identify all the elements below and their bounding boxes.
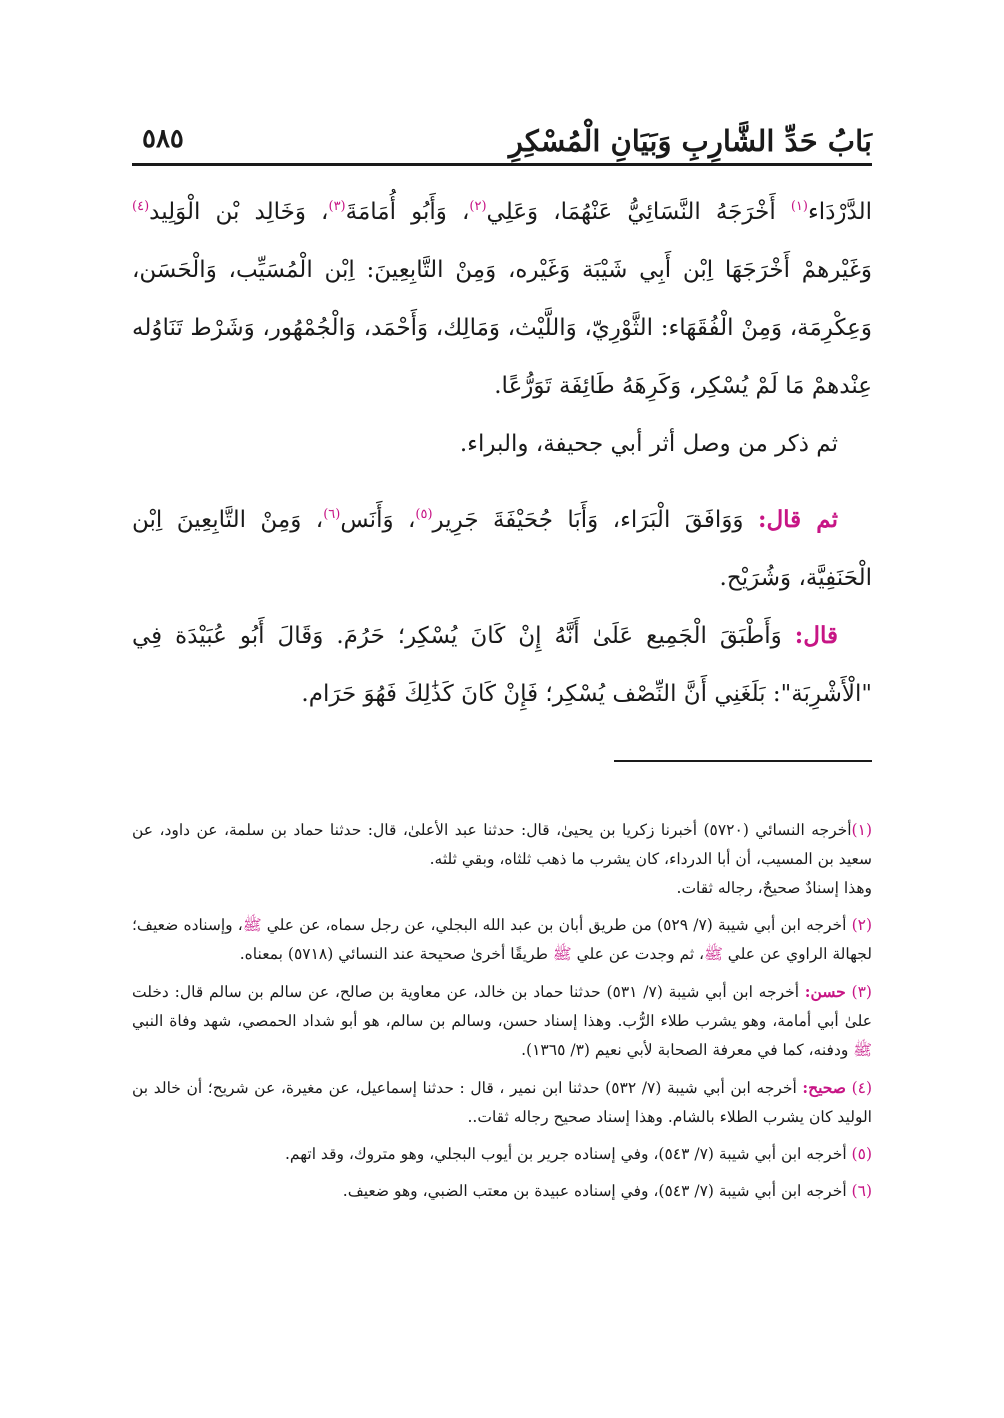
main-text [132, 183, 872, 723]
text-run: الدَّرْدَاء [807, 199, 873, 225]
footnote-number: (١) [851, 821, 872, 839]
paragraph-1 [132, 183, 872, 415]
footnote-1 [132, 816, 872, 903]
footnote-text: طريقًا أخرىٰ صحيحة عند النسائي (٥٧١٨) بمعناه. [239, 945, 553, 963]
footnote-text: ودفنه، كما في معرفة الصحابة لأبي نعيم (٣/ ١٣٦٥). [521, 1041, 854, 1059]
footnote-text: أخرجه ابن أبي شيبة (٧/ ٥٤٣)، وفي إسناده جرير بن أيوب البجلي، وهو متروك، وقد اتهم. [285, 1145, 852, 1163]
text-run: ، وَأَبُو أُمَامَةَ [345, 199, 470, 225]
footnote-2 [132, 911, 872, 969]
footnote-ref-2[interactable]: (٢) [469, 199, 487, 214]
text-run: ، وَخَالِد بْن الْوَلِيد [149, 199, 329, 225]
footnote-text: أخرجه ابن أبي شيبة (٧/ ٥٣٢) حدثنا ابن نمير ، قال : حدثنا إسماعيل، عن مغيرة، عن شريح؛ أن خالد بن الوليد كان يشرب الطلاء بالشام. وهذا إسناد صحيح رجاله ثقات.. [132, 1079, 872, 1126]
paragraph-2: ثم ذكر من وصل أثر أبي جحيفة، والبراء. [459, 431, 838, 457]
footnote-text: ، ثم وجدت عن علي [571, 945, 705, 963]
text-run: أَخْرَجَهُ النَّسَائِيُّ عَنْهُمَا، وَعَلِي [486, 199, 791, 225]
chapter-title: بَابُ حَدِّ الشَّارِبِ وَبَيَانِ الْمُسْكِرِ [508, 124, 872, 158]
footnote-number: (٣) [851, 983, 872, 1001]
page-header [132, 118, 872, 166]
footnote-text: وهذا إسنادٌ صحيحٌ، رجاله ثقات. [676, 879, 872, 897]
footnote-number: (٢) [851, 916, 873, 934]
footnote-text: أخرجه ابن أبي شيبة (٧/ ٥٤٣)، وفي إسناده عبيدة بن معتب الضبي، وهو ضعيف. [342, 1182, 852, 1200]
speaker-label: ثم قال: [757, 506, 838, 533]
footnote-text: ، وإسناده ضعيف؛ لجهالة الراوي عن علي [132, 916, 872, 963]
text-run: وَغَيْرهمْ أَخْرَجَهَا اِبْن أَبِي شَيْبَة وَغَيْره، وَمِنْ التَّابِعِينَ: اِبْن الْمُسَيِّب، وَالْحَسَن، وَعِكْرِمَة، وَمِنْ الْفُقَهَاء: الثَّوْرِيّ، وَاللَّيْث، وَمَالِك، وَأَحْمَد، وَالْجُمْهُور، وَشَرْط تَنَاوُله عِنْدهمْ مَا لَمْ يُسْكِر، وَكَرِهَهُ طَائِفَة تَوَرُّعًا. [132, 257, 872, 399]
footnote-text: أخرجه ابن أبي شيبة (٧/ ٥٢٩) من طريق أبان بن عبد الله البجلي، عن رجل سماه، عن علي [261, 916, 852, 934]
header-rule [132, 163, 872, 166]
honorific-icon: ﷺ [242, 916, 262, 934]
honorific-icon: ﷺ [704, 945, 723, 963]
footnote-ref-6[interactable]: (٦) [323, 507, 341, 522]
grade-label: حسن: [804, 982, 846, 1001]
text-run: وَوَافَقَ الْبَرَاء، وَأَبَا جُحَيْفَةَ جَرِير [432, 507, 758, 533]
text-run: ، وَأَنَس [340, 507, 416, 533]
footnote-text: أخرجه ابن أبي شيبة (٧/ ٥٣١) حدثنا حماد بن خالد، عن معاوية بن صالح، عن سالم بن سالم قال: دخلت علىٰ أبي أمامة، وهو يشرب طلاء الرُّب. وهذا إسناد حسن، وسالم بن سالم، هو أبو شداد الحمصي، شهد وفاة النبي [132, 983, 872, 1030]
honorific-icon: ﷺ [853, 1041, 872, 1059]
footnote-separator [614, 760, 872, 762]
footnote-4 [132, 1073, 872, 1132]
honorific-icon: ﷺ [552, 945, 572, 963]
footnote-3 [132, 977, 872, 1065]
footnotes [132, 816, 872, 1214]
grade-label: صحيح: [802, 1078, 846, 1097]
footnote-ref-5[interactable]: (٥) [415, 507, 433, 522]
footnote-number: (٥) [851, 1145, 872, 1163]
paragraph-3 [132, 491, 872, 607]
speaker-label: قال: [794, 622, 838, 649]
footnote-ref-1[interactable]: (١) [790, 199, 808, 214]
paragraph-4 [132, 607, 872, 723]
footnote-ref-3[interactable]: (٣) [328, 199, 346, 214]
text-run: وَأَطْبَقَ الْجَمِيع عَلَىٰ أَنَّهُ إِنْ كَانَ يُسْكِر؛ حَرُمَ. وَقَالَ أَبُو عُبَيْدَة فِي "الْأَشْرِبَة": بَلَغَنِي أَنَّ النِّصْف يُسْكِر؛ فَإِنْ كَانَ كَذَٰلِكَ فَهُوَ حَرَام. [132, 623, 872, 707]
text-run: ، وَمِنْ التَّابِعِينَ اِبْن الْحَنَفِيَّة، وَشُرَيْح. [132, 507, 872, 591]
footnote-ref-4[interactable]: (٤) [132, 199, 150, 214]
footnote-6 [132, 1177, 872, 1206]
page-number: ٥٨٥ [142, 124, 184, 154]
footnote-number: (٤) [851, 1079, 873, 1097]
footnote-number: (٦) [851, 1182, 872, 1200]
footnote-text: أخرجه النسائي (٥٧٢٠) أخبرنا زكريا بن يحيىٰ، قال: حدثنا عبد الأعلىٰ، قال: حدثنا حماد بن سلمة، عن داود، عن سعيد بن المسيب، أن أبا الدرداء، كان يشرب ما ذهب ثلثاه، وبقي ثلثه. [132, 821, 872, 868]
footnote-5 [132, 1140, 872, 1169]
